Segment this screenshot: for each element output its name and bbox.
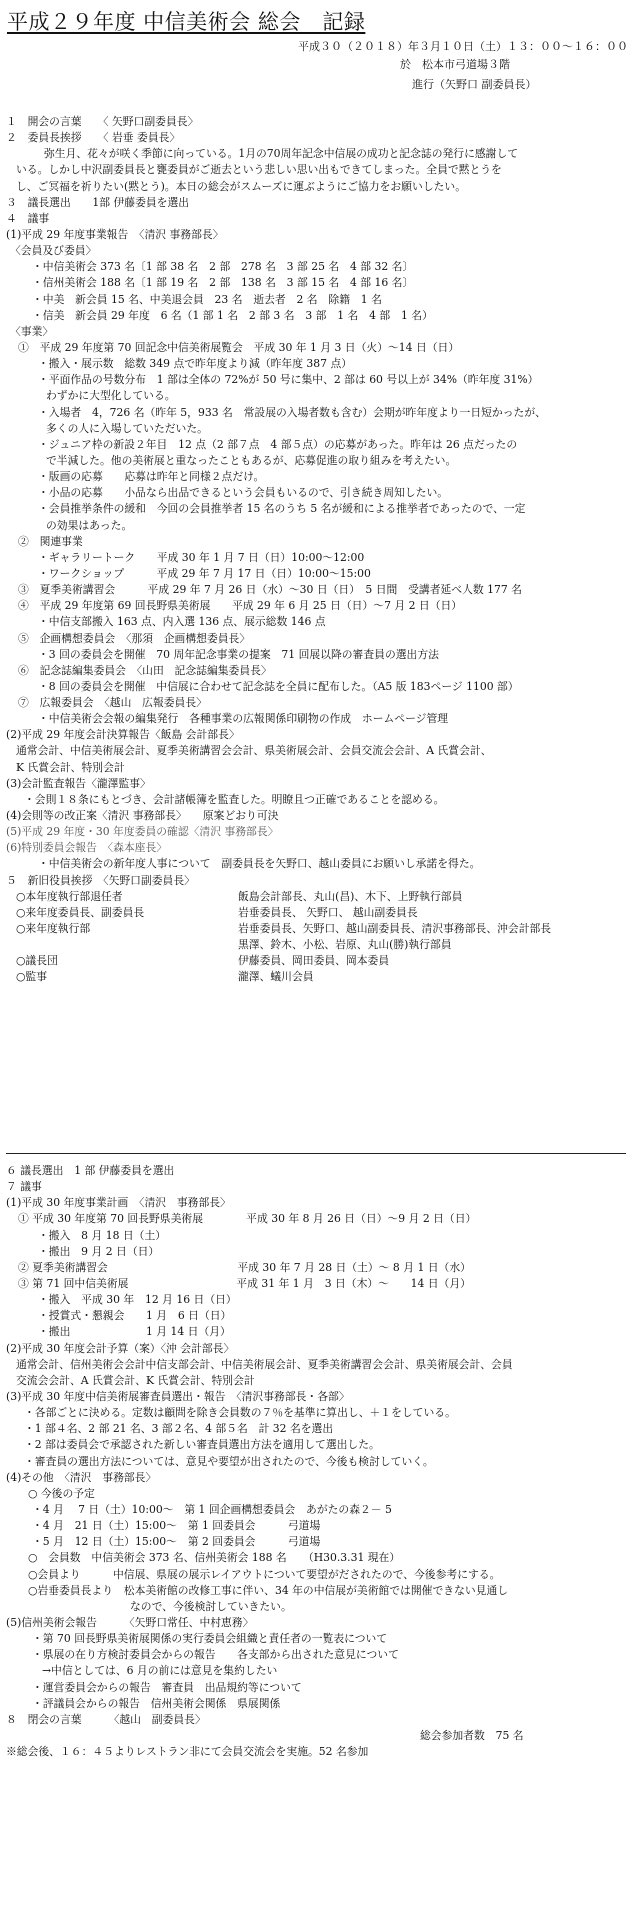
document-line: ３ 議長選出 1部 伊藤委員を選出 bbox=[6, 195, 190, 209]
document-line: ② 関連事業 bbox=[18, 534, 83, 548]
document-line: ・1 部４名、2 部 21 名、3 部２名、4 部５名 計 32 名を選出 bbox=[24, 1422, 334, 1436]
document-line: ① 平成 30 年度第 70 回長野県美術展 平成 30 年 8 月 26 日（日）～9 月 2 日（日） bbox=[18, 1212, 477, 1226]
document-line: 〈会員及び委員〉 bbox=[10, 244, 97, 258]
officer-names: 伊藤委員、岡田委員、岡本委員 bbox=[238, 954, 390, 968]
officer-role: ○本年度執行部退任者 bbox=[16, 889, 123, 903]
officer-role: ○議長団 bbox=[16, 954, 58, 968]
officer-names: 瀧澤、蟻川会員 bbox=[238, 970, 314, 984]
document-line: 弥生月、花々が咲く季節に向っている。1月の70周年記念中信展の成功と記念誌の発行に感謝して bbox=[44, 147, 519, 161]
document-line: ・入場者 4，726 名（昨年 5，933 名 常設展の入場者数も含む）会期が昨年度より一日短かったが、 bbox=[38, 405, 546, 419]
document-line: ・会則１８条にもとづき、会計諸帳簿を監査した。明瞭且つ正確であることを認める。 bbox=[24, 792, 445, 806]
document-line: ・中美 新会員 15 名、中美退会員 23 名 逝去者 2 名 除籍 1 名 bbox=[32, 292, 382, 306]
document-line: (3)平成 30 年度中信美術展審査員選出・報告 〈清沢事務部長・各部〉 bbox=[6, 1389, 350, 1403]
document-line: ○会員より 中信展、県展の展示レイアウトについて要望がだされたので、今後参考にする。 bbox=[28, 1567, 501, 1581]
document-line: ・中信美術会会報の編集発行 各種事業の広報関係印刷物の作成 ホームページ管理 bbox=[38, 712, 449, 726]
document-line: 交流会会計、A 氏賞会計、K 氏賞会計、特別会計 bbox=[16, 1373, 255, 1387]
document-line: ・県展の在り方検討委員会からの報告 各支部から出された意見について bbox=[32, 1648, 399, 1662]
document-line: ２ 委員長挨拶 〈 岩垂 委員長〉 bbox=[6, 131, 181, 145]
document-line: ・信州美術会 188 名〔1 部 19 名 2 部 138 名 3 部 15 名 4 部 16 名〕 bbox=[32, 276, 414, 290]
document-line: 通常会計、信州美術会会計中信支部会計、中信美術展会計、夏季美術講習会会計、県美術展会計、会員 bbox=[16, 1357, 513, 1371]
meeting-place: 於 松本市弓道場３階 bbox=[400, 58, 510, 71]
document-line: ６ 議長選出 1 部 伊藤委員を選出 bbox=[6, 1164, 175, 1177]
document-line: ○岩垂委員長より 松本美術館の改修工事に伴い、34 年の中信展が美術館では開催できない見通し bbox=[28, 1583, 509, 1597]
document-line: ・搬入 平成 30 年 12 月 16 日（日） bbox=[38, 1293, 237, 1307]
document-line: ・5 月 12 日（土）15:00～ 第 2 回委員会 弓道場 bbox=[32, 1535, 321, 1549]
document-line: ⑦ 広報委員会 〈越山 広報委員長〉 bbox=[18, 696, 207, 710]
document-line: (1)平成 29 年度事業報告 〈清沢 事務部長〉 bbox=[6, 227, 224, 241]
document-line: ・中信美術会の新年度人事について 副委員長を矢野口、越山委員にお願いし承諾を得た。 bbox=[38, 857, 481, 871]
document-line: (6)特別委員会報告 〈森本座長〉 bbox=[6, 841, 168, 855]
document-line: ・小品の応募 小品なら出品できるという会員もいるので、引き続き周知したい。 bbox=[38, 486, 449, 500]
document-line: 通常会計、中信美術展会計、夏季美術講習会会計、県美術展会計、会員交流会会計、A 氏賞会計、 bbox=[16, 744, 492, 758]
document-line: ・ジュニア枠の新設２年目 12 点（2 部７点 4 部５点）の応募があった。昨年は 26 点だったの bbox=[38, 437, 518, 451]
document-line: わずかに大型化している。 bbox=[46, 389, 176, 403]
meeting-date: 平成３０（２０１８）年３月１０日（土）１３：００～１６：００ bbox=[298, 40, 628, 53]
document-line: １ 開会の言葉 〈 矢野口副委員長〉 bbox=[6, 115, 199, 128]
officer-row bbox=[6, 921, 632, 937]
document-line: K 氏賞会計、特別会計 bbox=[16, 760, 125, 774]
officer-row bbox=[6, 969, 632, 985]
document-line: ・搬出 9 月 2 日（日） bbox=[38, 1244, 160, 1258]
minutes-part-1 bbox=[6, 114, 632, 986]
document-line: ・中信支部搬入 163 点、内入選 136 点、展示総数 146 点 bbox=[38, 615, 326, 629]
document-line: ※総会後、１６：４５よりレストラン非にて会員交流会を実施。52 名参加 bbox=[6, 1745, 369, 1759]
document-line: ○ 会員数 中信美術会 373 名、信州美術会 188 名 （H30.3.31 現在） bbox=[28, 1551, 401, 1565]
document-line: ・中信美術会 373 名〔1 部 38 名 2 部 278 名 3 部 25 名 4 部 32 名〕 bbox=[32, 260, 414, 274]
document-line: (5)信州美術会報告 〈矢野口常任、中村恵務〉 bbox=[6, 1615, 254, 1629]
document-line: なので、今後検討していきたい。 bbox=[130, 1599, 292, 1613]
document-line: →中信としては、6 月の前には意見を集約したい bbox=[42, 1664, 278, 1678]
document-line: ② 夏季美術講習会 平成 30 年 7 月 28 日（土）～ 8 月 1 日（水） bbox=[18, 1260, 471, 1274]
document-line: ③ 夏季美術講習会 平成 29 年 7 月 26 日（水）～30 日（日） 5 日間 受講者延べ人数 177 名 bbox=[18, 583, 522, 597]
officer-row bbox=[6, 889, 632, 905]
officer-names: 岩垂委員長、矢野口、越山副委員長、清沢事務部長、沖会計部長 bbox=[238, 922, 552, 936]
document-line: いる。しかし中沢副委員長と甕委員がご逝去という悲しい思い出もできてしまった。全員で黙とうを bbox=[16, 163, 502, 177]
document-line: ・審査員の選出方法については、意見や要望が出されたので、今後も検討していく。 bbox=[24, 1454, 434, 1468]
officer-names: 黒澤、鈴木、小松、岩原、丸山(勝)執行部員 bbox=[238, 938, 452, 952]
document-line: (4)会則等の改正案〈清沢 事務部長〉 原案どおり可決 bbox=[6, 809, 279, 823]
document-line: ○ 今後の予定 bbox=[28, 1486, 95, 1500]
document-line: ⑤ 企画構想委員会 〈那須 企画構想委員長〉 bbox=[18, 631, 251, 645]
document-line: ・信美 新会員 29 年度 6 名（1 部 1 名 2 部 3 名 3 部 1 名 4 部 1 名） bbox=[32, 308, 433, 322]
document-line: ・評議員会からの報告 信州美術会関係 県展関係 bbox=[32, 1696, 281, 1710]
document-line: ・搬出 1 月 14 日（月） bbox=[38, 1325, 231, 1339]
document-line: (2)平成 29 年度会計決算報告〈飯島 会計部長〉 bbox=[6, 728, 240, 742]
section-divider bbox=[6, 1153, 626, 1154]
document-line: ① 平成 29 年度第 70 回記念中信美術展覧会 平成 30 年 1 月 3 日（火）～14 日（日） bbox=[18, 340, 460, 354]
document-line: (3)会計監査報告〈瀧澤監事〉 bbox=[6, 776, 151, 790]
minutes-part-2 bbox=[6, 1163, 632, 1760]
document-line: で半減した。他の美術展と重なったこともあるが、応募促進の取り組みを考えたい。 bbox=[46, 453, 457, 467]
document-line: ・8 回の委員会を開催 中信展に合わせて記念誌を全員に配布した。（A5 版 183ページ 1100 部） bbox=[38, 679, 519, 693]
document-line: ・搬入 8 月 18 日（土） bbox=[38, 1228, 167, 1242]
document-line: ・3 回の委員会を開催 70 周年記念事業の提案 71 回展以降の審査員の選出方法 bbox=[38, 647, 439, 661]
document-line: ・第 70 回長野県美術展関係の実行委員会組織と責任者の一覧表について bbox=[32, 1632, 388, 1646]
officer-names: 岩垂委員長、 矢野口、 越山副委員長 bbox=[238, 905, 418, 919]
document-line: ③ 第 71 回中信美術展 平成 31 年 1 月 3 日（木）～ 14 日（月） bbox=[18, 1276, 471, 1290]
document-line: ・4 月 7 日（土）10:00～ 第 1 回企画構想委員会 あがたの森２－ 5 bbox=[32, 1502, 392, 1516]
document-title: 平成２９年度 中信美術会 総会 記録 bbox=[7, 10, 366, 34]
document-line: ７ 議事 bbox=[6, 1180, 42, 1194]
document-line: (1)平成 30 年度事業計画 〈清沢 事務部長〉 bbox=[6, 1196, 231, 1210]
document-line: ・運営委員会からの報告 審査員 出品規約等について bbox=[32, 1680, 302, 1694]
document-line: (4)その他 〈清沢 事務部長〉 bbox=[6, 1470, 157, 1484]
document-line: ・版画の応募 応募は昨年と同様２点だけ。 bbox=[38, 470, 265, 484]
document-line: ・会員推挙条件の緩和 今回の会員推挙者 15 名のうち 5 名が緩和による推挙者であったので、一定 bbox=[38, 502, 526, 516]
document-line: ・4 月 21 日（土）15:00～ 第 1 回委員会 弓道場 bbox=[32, 1519, 321, 1533]
officer-role: ○来年度執行部 bbox=[16, 922, 91, 936]
document-line: ④ 平成 29 年度第 69 回長野県美術展 平成 29 年 6 月 25 日（日）～7 月 2 日（日） bbox=[18, 599, 463, 613]
officer-names: 飯島会計部長、丸山(昌)、木下、上野執行部員 bbox=[238, 889, 463, 903]
document-line: ・授賞式・懇親会 1 月 6 日（日） bbox=[38, 1309, 232, 1323]
document-line: ・ワークショップ 平成 29 年 7 月 17 日（日）10:00～15:00 bbox=[38, 566, 371, 580]
document-line: 〈事業〉 bbox=[10, 324, 54, 338]
document-line: ・各部ごとに決める。定数は顧問を除き会員数の７％を基準に算出し、＋１をしている。 bbox=[24, 1406, 456, 1420]
document-line: ４ 議事 bbox=[6, 211, 50, 225]
officer-role: ○来年度委員長、副委員長 bbox=[16, 905, 145, 919]
officer-role: ○監事 bbox=[16, 970, 48, 984]
officer-row bbox=[6, 953, 632, 969]
officer-role bbox=[6, 937, 238, 953]
officer-row bbox=[6, 905, 632, 921]
document-line: (5)平成 29 年度・30 年度委員の確認〈清沢 事務部長〉 bbox=[6, 825, 279, 839]
document-line: (2)平成 30 年度会計予算（案）〈沖 会計部長〉 bbox=[6, 1341, 235, 1355]
document-line: ・搬入・展示数 総数 349 点で昨年度より減（昨年度 387 点） bbox=[38, 357, 353, 371]
document-line: 総会参加者数 75 名 bbox=[420, 1728, 524, 1742]
document-line: ⑥ 記念誌編集委員会 〈山田 記念誌編集委員長〉 bbox=[18, 663, 272, 677]
document-line: 多くの人に入場していただいた。 bbox=[46, 421, 208, 435]
meeting-moderator: 進行（矢野口 副委員長） bbox=[412, 78, 537, 91]
document-line: の効果はあった。 bbox=[46, 518, 133, 532]
officer-row bbox=[6, 937, 632, 953]
document-line: し、ご冥福を祈りたい(黙とう)。本日の総会がスムーズに運ぶようにご協力をお願いしたい。 bbox=[16, 179, 467, 193]
document-line: ・2 部は委員会で承認された新しい審査員選出方法を適用して選出した。 bbox=[24, 1438, 380, 1452]
document-line: ８ 閉会の言葉 〈越山 副委員長〉 bbox=[6, 1712, 206, 1726]
document-line: ５ 新旧役員挨拶 〈矢野口副委員長〉 bbox=[6, 873, 195, 887]
document-line: ・平面作品の号数分布 1 部は全体の 72%が 50 号に集中、2 部は 60 号以上が 34%（昨年度 31%） bbox=[38, 373, 539, 387]
document-line: ・ギャラリートーク 平成 30 年 1 月 7 日（日）10:00～12:00 bbox=[38, 550, 365, 564]
